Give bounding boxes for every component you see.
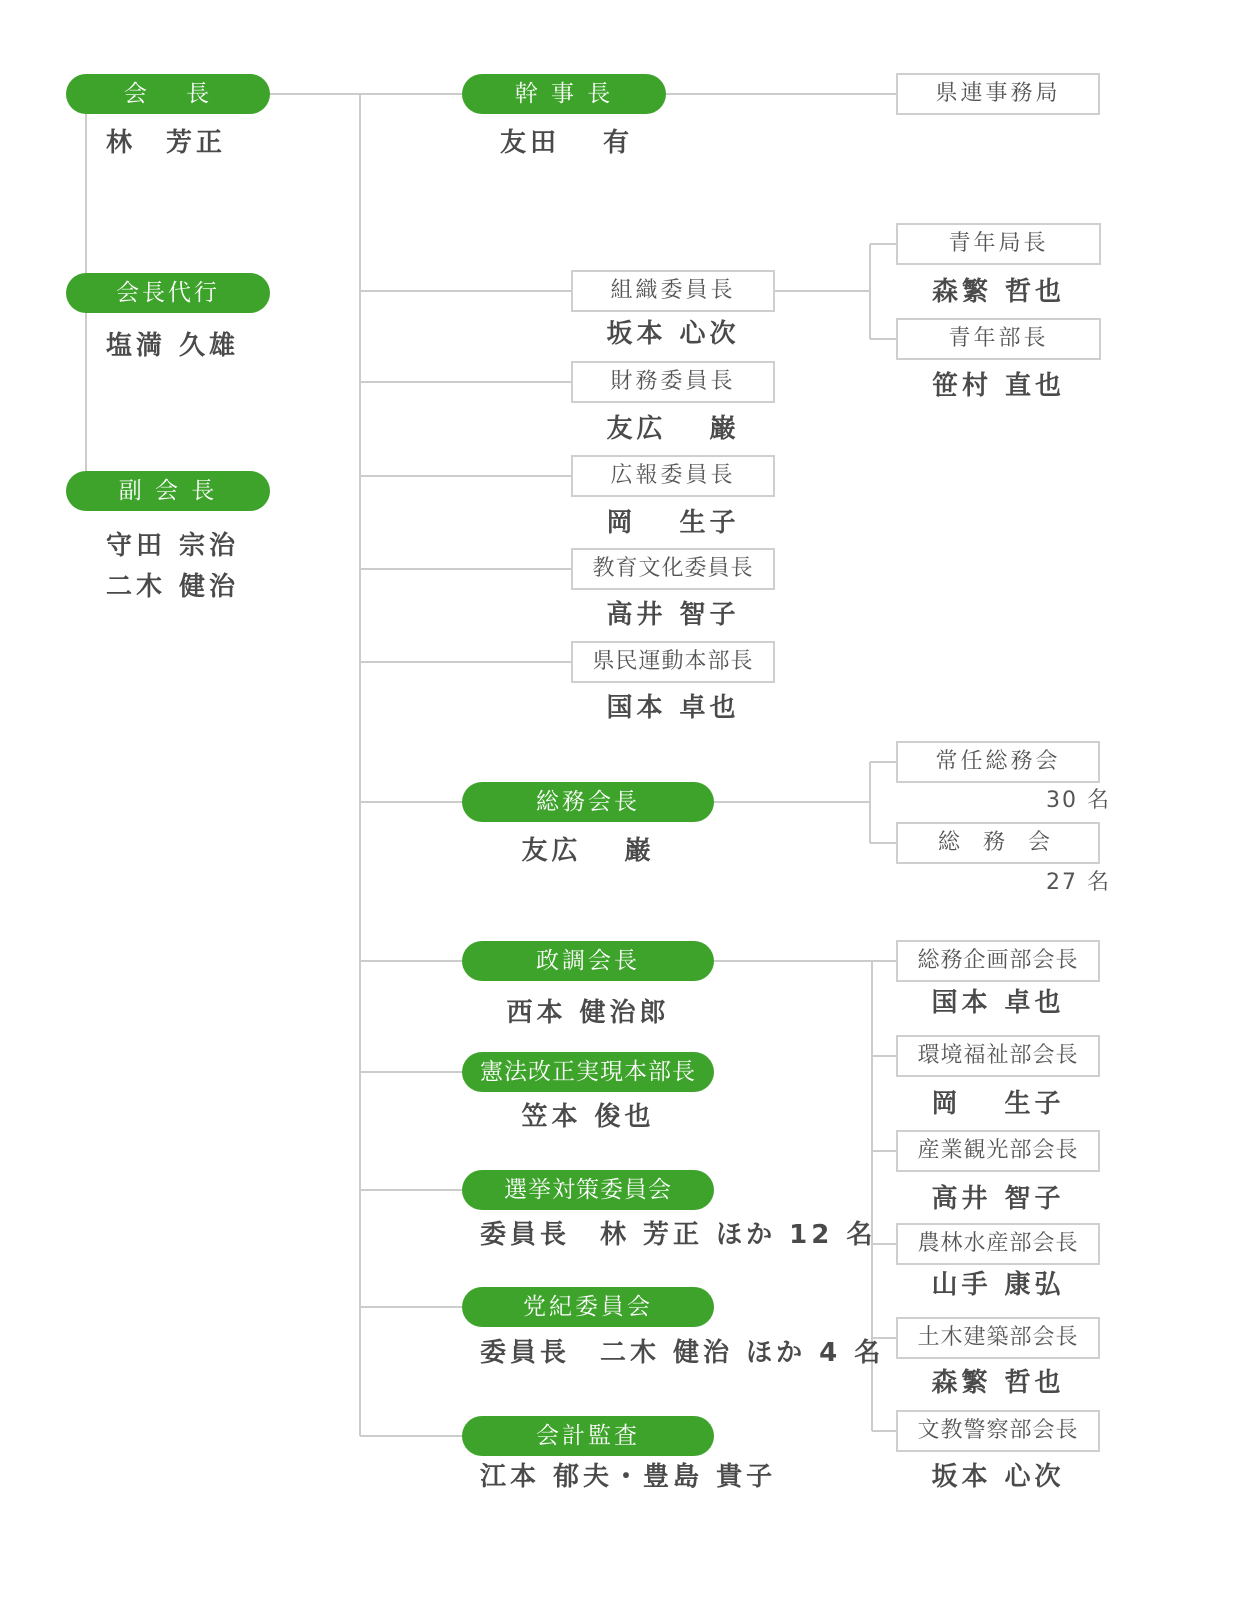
general-affairs-name: 友広 巌 xyxy=(521,836,655,866)
division-title-industry-tourism: 産業観光部会長 xyxy=(896,1130,1100,1172)
division-title-general-planning: 総務企画部会長 xyxy=(896,940,1100,982)
secretary-general-title: 幹 事 長 xyxy=(462,74,666,114)
president-title: 会 長 xyxy=(66,74,270,114)
general-council-box: 総 務 会 xyxy=(896,822,1100,864)
division-name-education-police: 坂本 心次 xyxy=(931,1462,1065,1492)
youth-bureau-name: 森繁 哲也 xyxy=(931,277,1066,307)
audit-title: 会計監査 xyxy=(462,1416,714,1456)
committee-title-education: 教育文化委員長 xyxy=(571,548,775,590)
committee-name-finance: 友広 巌 xyxy=(606,414,740,444)
division-title-education-police: 文教警察部会長 xyxy=(896,1410,1100,1452)
division-name-agriculture: 山手 康弘 xyxy=(931,1270,1065,1300)
youth-division-name: 笹村 直也 xyxy=(931,371,1066,401)
committee-title-finance: 財務委員長 xyxy=(571,361,775,403)
election-committee-title: 選挙対策委員会 xyxy=(462,1170,714,1210)
constitution-hq-title: 憲法改正実現本部長 xyxy=(462,1052,714,1092)
committee-name-education: 高井 智子 xyxy=(606,600,740,630)
committee-name-pr: 岡 生子 xyxy=(606,508,740,538)
committee-title-organization: 組織委員長 xyxy=(571,270,775,312)
committee-title-citizen-movement: 県民運動本部長 xyxy=(571,641,775,683)
vice-president-name-2: 二木 健治 xyxy=(106,572,240,602)
division-title-agriculture: 農林水産部会長 xyxy=(896,1223,1100,1265)
division-name-civil-engineering: 森繁 哲也 xyxy=(931,1368,1065,1398)
vice-president-name-1: 守田 宗治 xyxy=(106,531,240,561)
division-title-civil-engineering: 土木建築部会長 xyxy=(896,1317,1100,1359)
audit-members: 江本 郁夫・豊島 貴子 xyxy=(480,1462,777,1492)
standing-council-box: 常任総務会 xyxy=(896,741,1100,783)
general-council-count: 27 名 xyxy=(1046,870,1111,895)
office-box: 県連事務局 xyxy=(896,73,1100,115)
committee-title-pr: 広報委員長 xyxy=(571,455,775,497)
president-name: 林 芳正 xyxy=(106,128,227,158)
youth-bureau-title: 青年局長 xyxy=(896,223,1101,265)
policy-chair-name: 西本 健治郎 xyxy=(506,998,670,1028)
secretary-general-name: 友田 有 xyxy=(500,128,634,158)
policy-chair-title: 政調会長 xyxy=(462,941,714,981)
division-name-environment-welfare: 岡 生子 xyxy=(931,1089,1065,1119)
standing-council-count: 30 名 xyxy=(1046,788,1111,813)
acting-president-name: 塩満 久雄 xyxy=(106,331,240,361)
constitution-hq-name: 笠本 俊也 xyxy=(521,1102,655,1132)
division-name-industry-tourism: 高井 智子 xyxy=(931,1184,1065,1214)
discipline-committee-members: 委員長 二木 健治 ほか 4 名 xyxy=(480,1338,885,1368)
general-affairs-title: 総務会長 xyxy=(462,782,714,822)
vice-president-title: 副 会 長 xyxy=(66,471,270,511)
youth-division-title: 青年部長 xyxy=(896,318,1101,360)
discipline-committee-title: 党紀委員会 xyxy=(462,1287,714,1327)
committee-name-organization: 坂本 心次 xyxy=(606,319,740,349)
committee-name-citizen-movement: 国本 卓也 xyxy=(606,693,740,723)
division-title-environment-welfare: 環境福祉部会長 xyxy=(896,1035,1100,1077)
acting-president-title: 会長代行 xyxy=(66,273,270,313)
election-committee-members: 委員長 林 芳正 ほか 12 名 xyxy=(480,1220,877,1250)
division-name-general-planning: 国本 卓也 xyxy=(931,988,1065,1018)
